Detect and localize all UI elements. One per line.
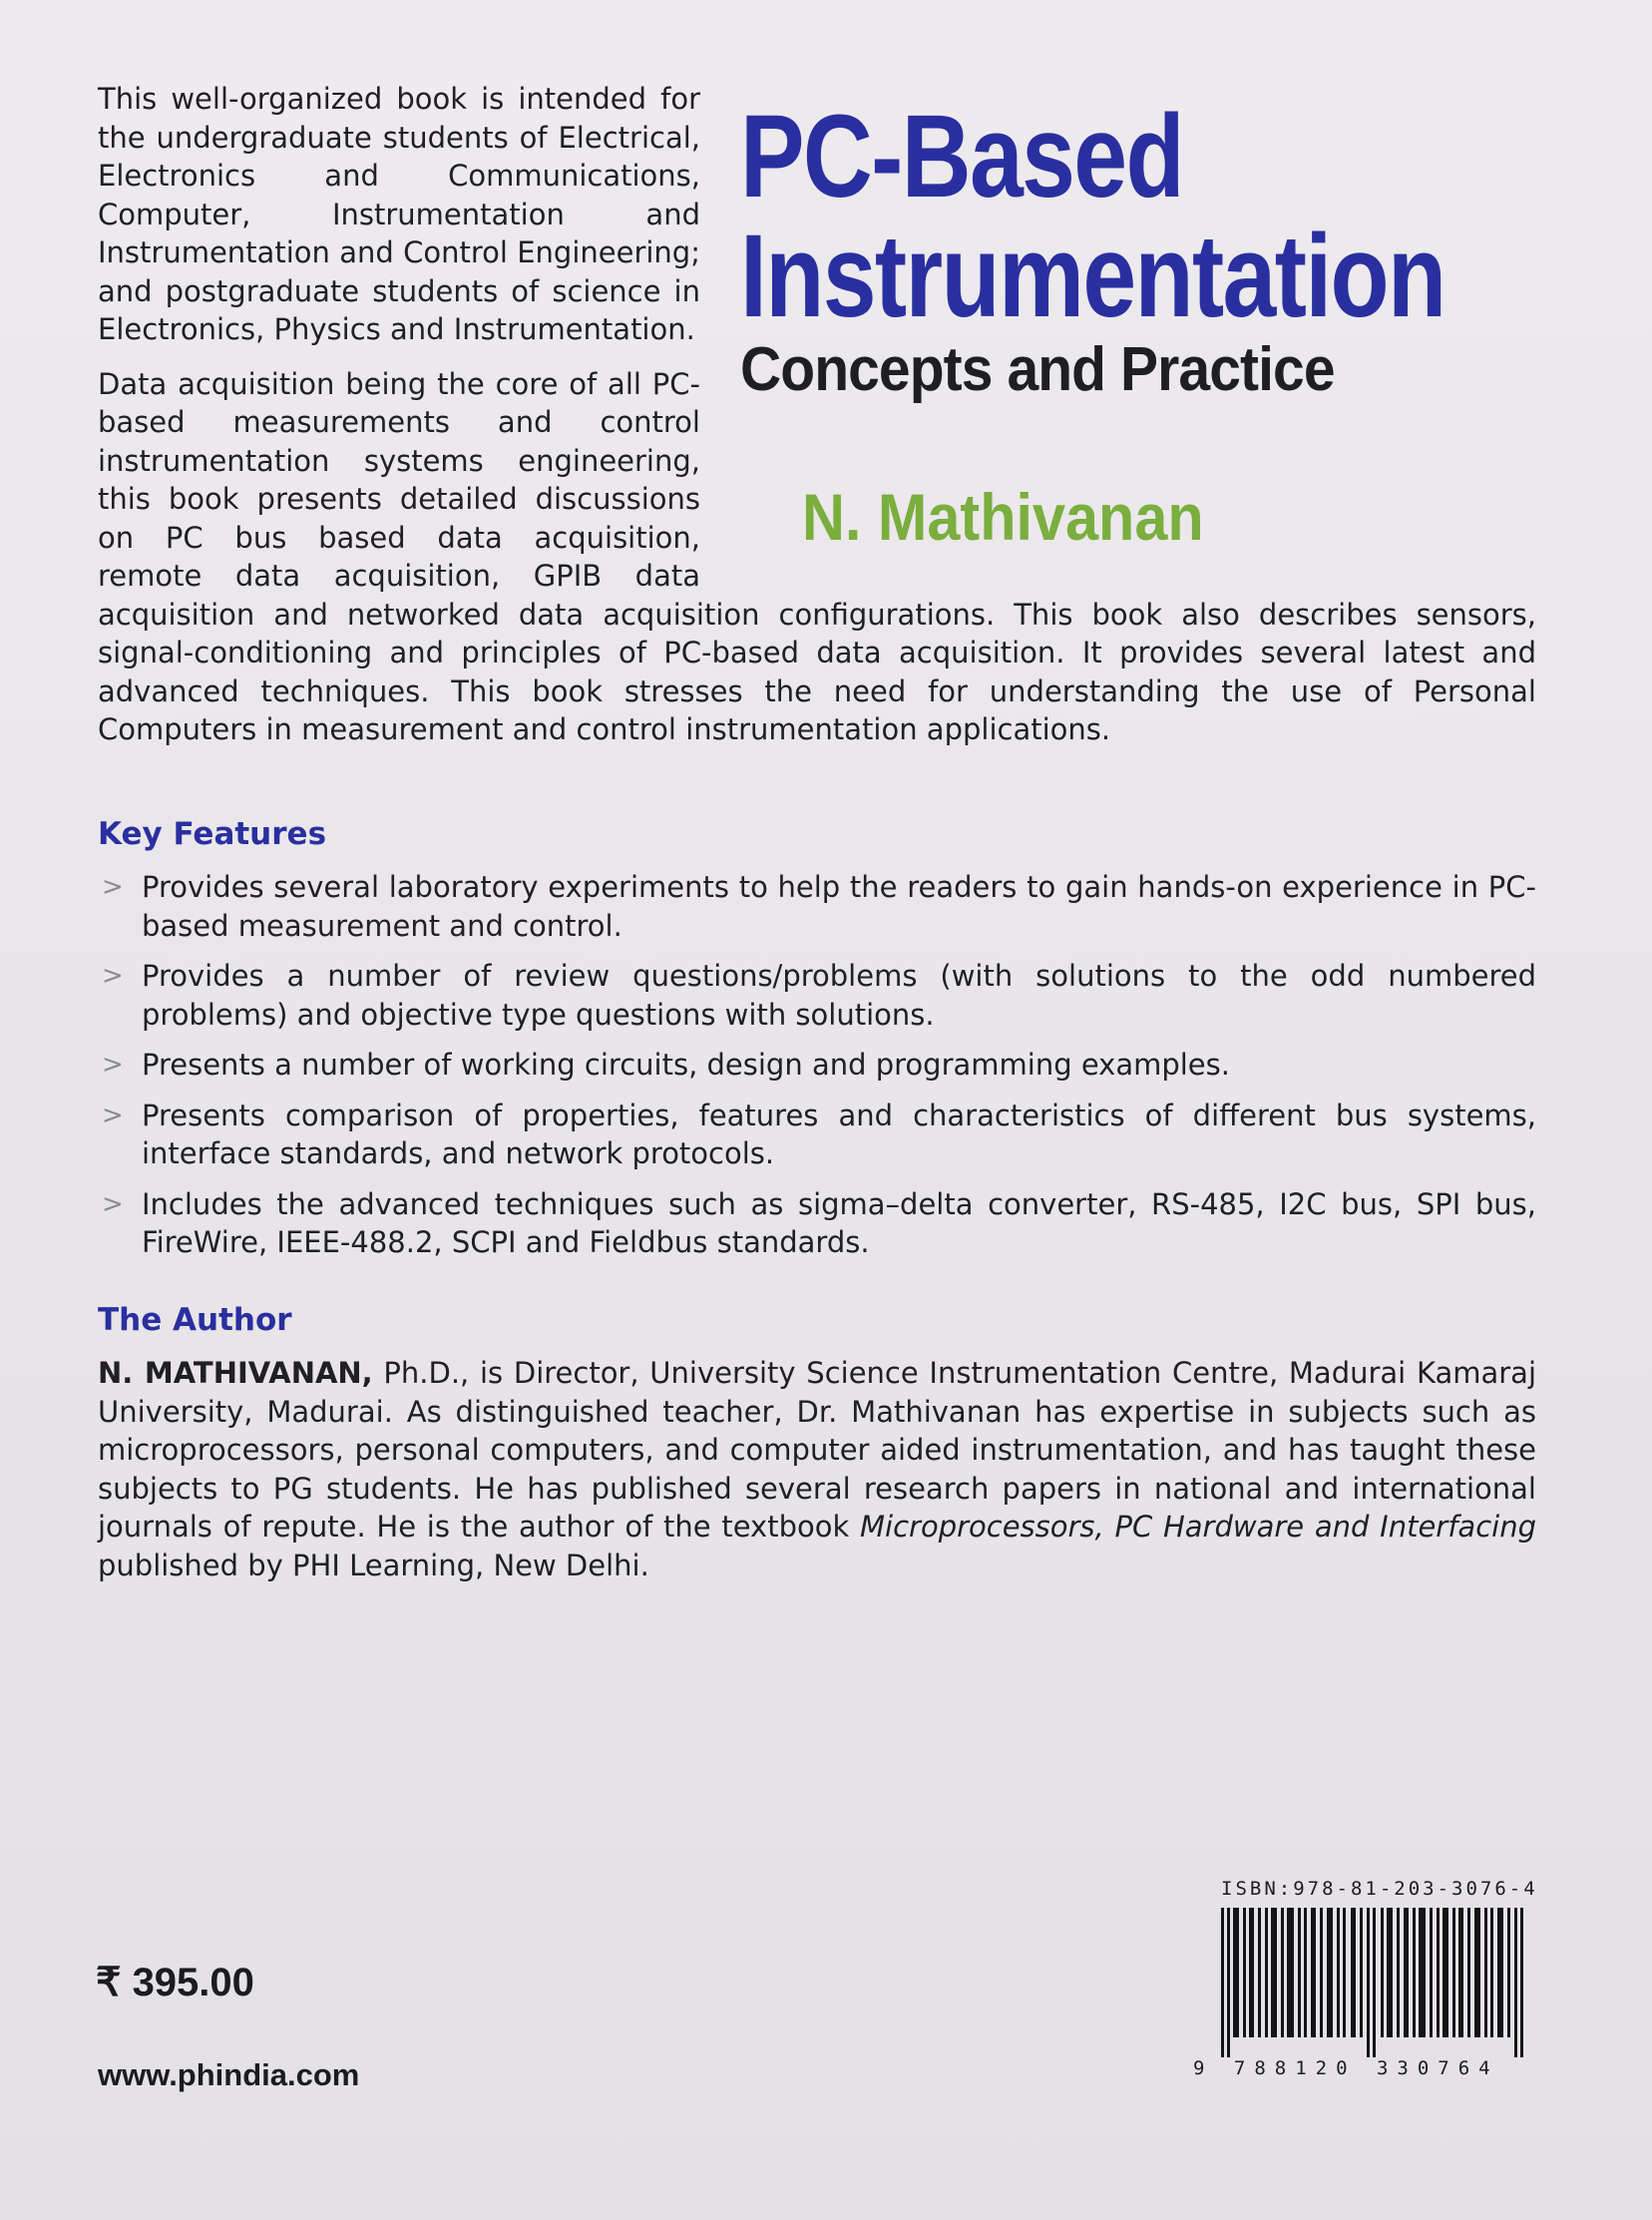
chevron-right-icon: > bbox=[102, 1100, 124, 1130]
feature-item bbox=[98, 868, 1536, 945]
isbn-barcode bbox=[1193, 1878, 1542, 2077]
title-block bbox=[740, 80, 1536, 591]
chevron-right-icon: > bbox=[102, 961, 124, 991]
key-features-section bbox=[98, 816, 1536, 1274]
intro-paragraph-2: Data acquisition being the core of all PC-based measurements and control instrumentation systems engineering, this book presents detailed discussions on PC bus based data acquisition, remote data acquisition, GPIB data acquisition and networked data acquisition configurations. This book also describes sensors, signal-conditioning and principles of PC-based data acquisition. It provides several latest and advanced techniques. This book stresses the need for understanding the use of Personal Computers in measurement and control instrumentation applications. bbox=[98, 366, 1536, 746]
intro-section bbox=[98, 80, 1536, 765]
author-name: N. Mathivanan bbox=[802, 480, 1204, 554]
intro-paragraph-1: This well-organized book is intended for the undergraduate students of Electrical, Electronics and Communications, Computer, Instrumentation and Instrumentation and Control Engineering; and postgraduate students of science in Electronics, Physics and Instrumentation. bbox=[98, 82, 700, 346]
barcode-digits: 9 788120 330764 bbox=[1193, 2057, 1499, 2079]
author-bio-book-title: Microprocessors, PC Hardware and Interfacing bbox=[860, 1510, 1536, 1544]
book-subtitle: Concepts and Practice bbox=[740, 335, 1335, 404]
author-bio bbox=[98, 1354, 1536, 1584]
book-title-line-2: Instrumentation bbox=[740, 211, 1446, 342]
feature-text: Presents comparison of properties, features and characteristics of different bus systems, interface standards, and network protocols. bbox=[142, 1098, 1536, 1170]
feature-text: Provides a number of review questions/problems (with solutions to the odd numbered problems) and objective type questions with solutions. bbox=[142, 959, 1536, 1032]
author-bio-text-1: Ph.D., is Director, University Science Instrumentation Centre, Madurai Kamaraj University, Madurai. As distinguished teacher, Dr. Mathivanan has expertise in subjects such as microprocessors, personal computers, and computer aided instrumentation, and has taught these subjects to PG students. He has published several research papers in national and international journals of repute. He is the author of the textbook bbox=[98, 1356, 1536, 1544]
key-features-heading: Key Features bbox=[98, 816, 327, 852]
barcode-bars bbox=[1221, 1908, 1532, 2057]
author-bio-text-2: published by PHI Learning, New Delhi. bbox=[98, 1548, 649, 1582]
author-section bbox=[98, 1302, 1536, 1584]
chevron-right-icon: > bbox=[102, 1050, 124, 1080]
feature-text: Presents a number of working circuits, design and programming examples. bbox=[142, 1048, 1230, 1082]
feature-item bbox=[98, 1097, 1536, 1173]
feature-text: Includes the advanced techniques such as sigma–delta converter, RS-485, I2C bus, SPI bus, FireWire, IEEE-488.2, SCPI and Fieldbus standards. bbox=[142, 1186, 1536, 1259]
features-list bbox=[98, 868, 1536, 1262]
feature-item bbox=[98, 1046, 1536, 1085]
chevron-right-icon: > bbox=[102, 872, 124, 902]
book-title-line-1: PC-Based bbox=[740, 91, 1183, 222]
author-bio-name: N. MATHIVANAN, bbox=[98, 1356, 373, 1390]
price-label: ₹ 395.00 bbox=[96, 1961, 254, 2004]
feature-text: Provides several laboratory experiments to help the readers to gain hands-on experience in PC-based measurement and control. bbox=[142, 870, 1536, 943]
isbn-label: ISBN:978-81-203-3076-4 bbox=[1221, 1878, 1538, 1900]
feature-item bbox=[98, 957, 1536, 1034]
feature-item bbox=[98, 1185, 1536, 1262]
website-link[interactable]: www.phindia.com bbox=[98, 2057, 360, 2092]
chevron-right-icon: > bbox=[102, 1188, 124, 1219]
author-heading: The Author bbox=[98, 1302, 292, 1338]
